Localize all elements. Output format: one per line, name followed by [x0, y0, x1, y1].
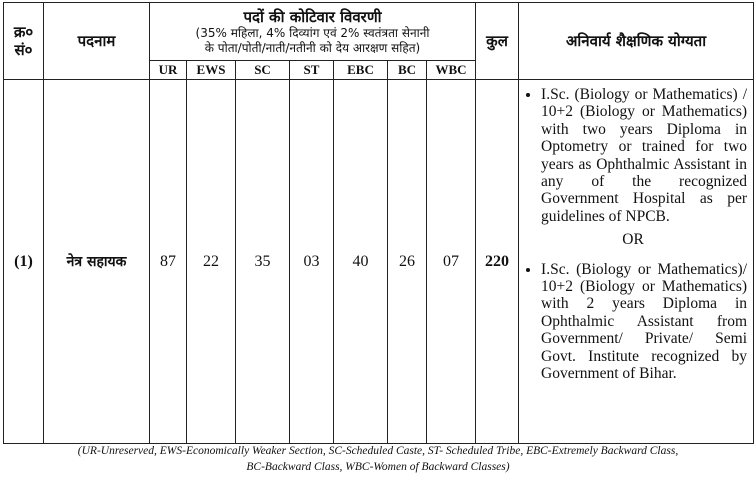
serial-header	[4, 3, 44, 80]
category-sc: SC	[236, 61, 290, 80]
value-ur: 87	[150, 80, 187, 444]
category-bc: BC	[388, 61, 427, 80]
value-sc: 35	[236, 80, 290, 444]
row-total: 220	[476, 80, 519, 444]
category-wbc: WBC	[427, 61, 476, 80]
qualification-option-2: • I.Sc. (Biology or Mathematics)/ 10+2 (Biology or Mathematics) with 2 years Diploma in Ophthalmic Assistant from Government/ Private/ Semi Govt. Institute recognized by Government of Bihar.	[541, 261, 747, 383]
value-wbc: 07	[427, 80, 476, 444]
post-name-header: पदनाम	[44, 3, 150, 80]
category-ews: EWS	[187, 61, 236, 80]
distribution-note-line1: (35% महिला, 4% दिव्यांग एवं 2% स्वतंत्रता सेनानी	[195, 26, 430, 40]
qualification-or: OR	[622, 231, 644, 249]
qualification-option-1: • I.Sc. (Biology or Mathematics) / 10+2 (Biology or Mathematics) with two years Diploma in Optometry or trained for two years as Ophthalmic Assistant in any of the recognized Government Hospital as per guidelines of NPCB.	[541, 86, 747, 225]
value-ews: 22	[187, 80, 236, 444]
value-bc: 26	[388, 80, 427, 444]
row-post: नेत्र सहायक	[44, 80, 150, 444]
vacancy-table	[3, 2, 754, 444]
category-ur: UR	[150, 61, 187, 80]
serial-header-line2: सं०	[14, 41, 33, 59]
distribution-header	[150, 3, 476, 61]
qualification-header: अनिवार्य शैक्षणिक योग्यता	[519, 3, 754, 80]
value-ebc: 40	[334, 80, 388, 444]
serial-header-line1: क्र०	[13, 23, 34, 41]
table-row	[4, 80, 754, 444]
qualification-list	[519, 86, 747, 225]
distribution-note-line2: के पोता/पोती/नाती/नतीनी को देय आरक्षण सहित)	[204, 41, 421, 55]
category-ebc: EBC	[334, 61, 388, 80]
qualification-cell	[519, 80, 754, 444]
category-st: ST	[290, 61, 334, 80]
distribution-title: पदों की कोटिवार विवरणी	[243, 8, 382, 26]
value-st: 03	[290, 80, 334, 444]
header-row-1	[4, 3, 754, 61]
footnote-line1: (UR-Unreserved, EWS-Economically Weaker Section, SC-Scheduled Caste, ST- Scheduled Tribe, EBC-Extremely Backward Class,	[77, 445, 679, 457]
row-serial: (1)	[4, 80, 44, 444]
total-header: कुल	[476, 3, 519, 80]
footnote-line2: BC-Backward Class, WBC-Women of Backward Classes)	[246, 461, 510, 473]
qualification-list-2	[519, 261, 747, 383]
